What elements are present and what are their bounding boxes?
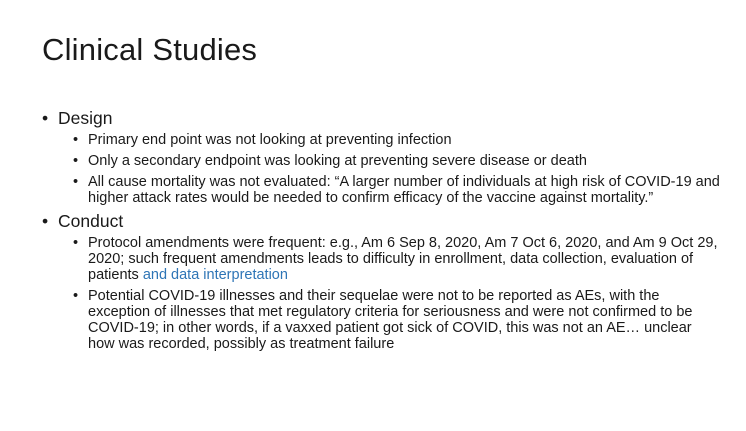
amendments-text: Protocol amendments were frequent: e.g., Am 6 Sep 8, 2020, Am 7 Oct 6, 2020, and Am 9 Oct 29, 2020; such frequent amendments leads to difficulty in enrollment, data collection, evaluation of patients bbox=[88, 235, 718, 283]
design-bullet-list bbox=[0, 132, 746, 206]
conduct-bullet-list bbox=[0, 235, 746, 352]
section-heading-design: • Design bbox=[0, 108, 746, 129]
slide-content bbox=[0, 108, 746, 357]
amendments-highlight-text: and data interpretation bbox=[142, 267, 288, 283]
conduct-bullet-illnesses: • Potential COVID-19 illnesses and their sequelae were not to be reported as AEs, with the exception of illnesses that met regulatory criteria for seriousness and were not confirmed to be COVID-19; in other words, if a vaxxed patient got sick of COVID, this was not an AE… unclear how was recorded, possibly as treatment failure bbox=[0, 288, 746, 352]
design-bullet-mortality: • All cause mortality was not evaluated: “A larger number of individuals at high risk of COVID-19 and higher attack rates would be needed to confirm efficacy of the vaccine against mortality.” bbox=[0, 174, 746, 206]
section-conduct bbox=[0, 211, 746, 352]
design-bullet-primary-endpoint: • Primary end point was not looking at preventing infection bbox=[0, 132, 746, 148]
section-design bbox=[0, 108, 746, 206]
section-heading-conduct: • Conduct bbox=[0, 211, 746, 232]
slide-title: Clinical Studies bbox=[42, 32, 258, 67]
conduct-bullet-amendments bbox=[0, 235, 746, 283]
design-bullet-secondary-endpoint: • Only a secondary endpoint was looking at preventing severe disease or death bbox=[0, 153, 746, 169]
